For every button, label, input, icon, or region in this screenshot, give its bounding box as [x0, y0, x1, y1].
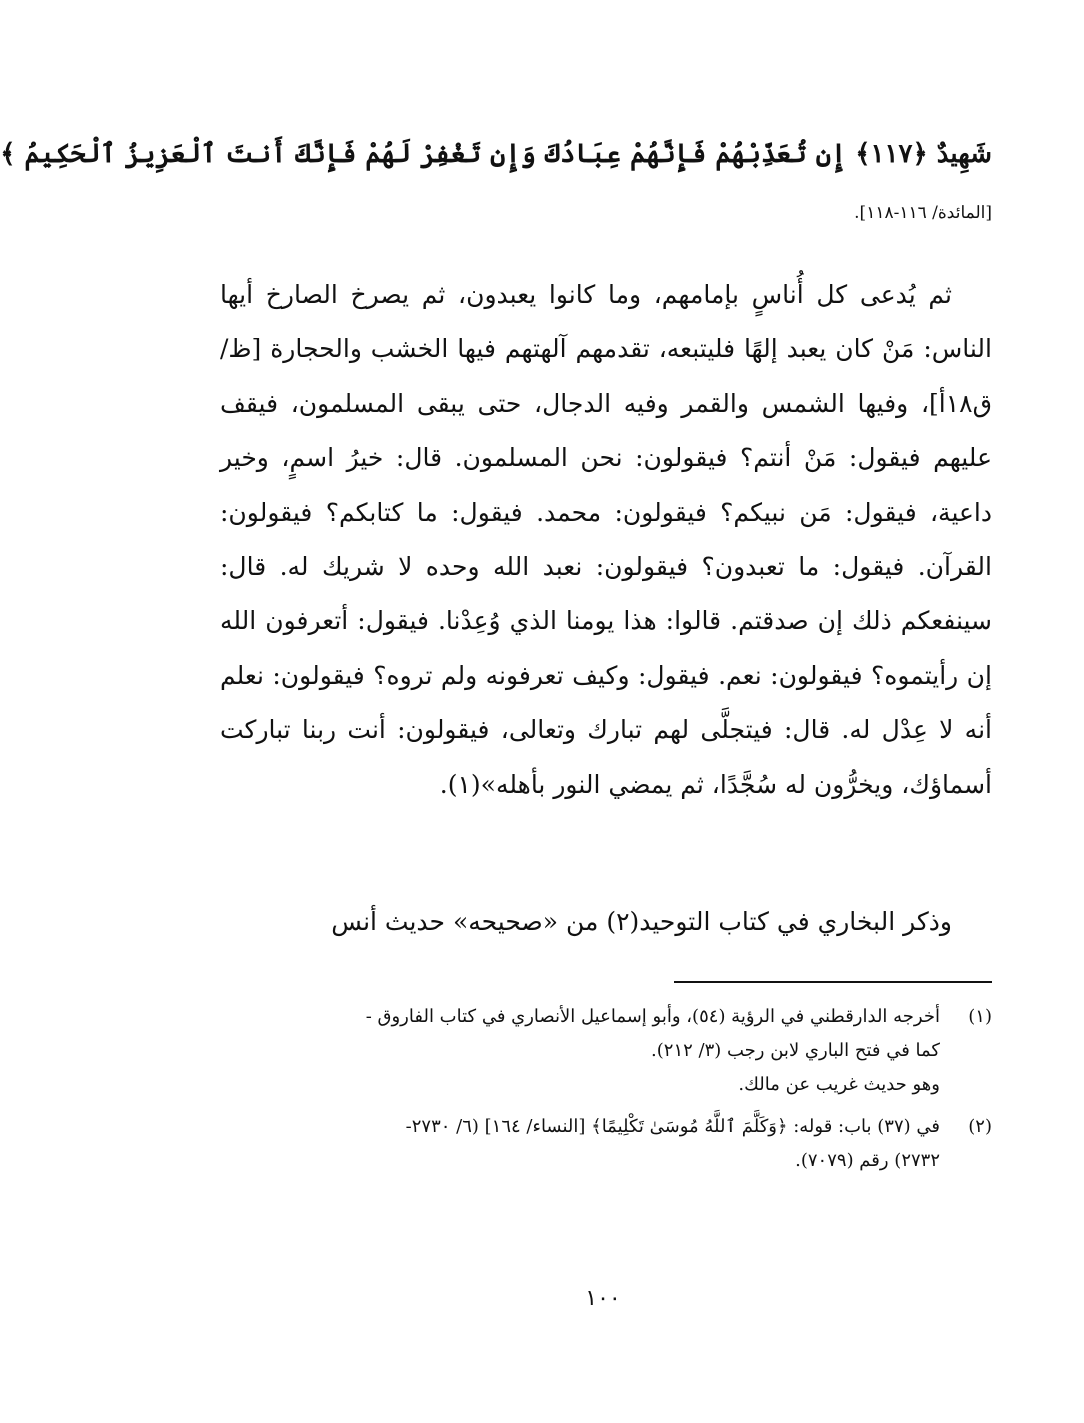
- footnote-2: [220, 1110, 992, 1178]
- footnote-line: كما في فتح الباري لابن رجب (٣/ ٢١٢).: [651, 1040, 940, 1061]
- verse-reference: [المائدة/ ١١٦-١١٨].: [854, 203, 992, 223]
- main-paragraph: ثم يُدعى كل أُناسٍ بإمامهم، وما كانوا يعبدون، ثم يصرخ الصارخ أيها الناس: مَنْ كان يعبد إلهًا فليتبعه، تقدمهم آلهتهم فيها الخشب والحجارة [ظ/ ق١٨أ]، وفيها الشمس والقمر وفيه الدجال، حتى يبقى المسلمون، فيقف عليهم فيقول: مَنْ أنتم؟ فيقولون: نحن المسلمون. قال: خيرُ اسمٍ، وخير داعية، فيقول: مَن نبيكم؟ فيقولون: محمد. فيقول: ما كتابكم؟ فيقولون: القرآن. فيقول: ما تعبدون؟ فيقولون: نعبد الله وحده لا شريك له. قال: سينفعكم ذلك إن صدقتم. قالوا: هذا يومنا الذي وُعِدْنا. فيقول: أتعرفون الله إن رأيتموه؟ فيقولون: نعم. فيقول: وكيف تعرفونه ولم تروه؟ فيقولون: نعلم أنه لا عِدْل له. قال: فيتجلَّى لهم تبارك وتعالى، فيقولون: أنت ربنا تباركت أسماؤك، ويخرُّون له سُجَّدًا، ثم يمضي النور بأهله»(١).: [220, 280, 992, 799]
- quran-verse: شَهِيدٌ ﴿١١٧﴾ إِن تُعَذِّبْهُمْ فَإِنَّهُمْ عِبَادُكَ وَإِن تَغْفِرْ لَهُمْ فَإِنَّكَ أَنتَ ٱلْعَزِيزُ ٱلْحَكِيمُ ﴾: [0, 139, 992, 169]
- footnote-line: أخرجه الدارقطني في الرؤية (٥٤)، وأبو إسماعيل الأنصاري في كتاب الفاروق -: [365, 1006, 940, 1027]
- footnote-separator: [674, 981, 992, 983]
- page-number: ١٠٠: [585, 1286, 621, 1311]
- footnote-text: [220, 1110, 940, 1178]
- footnote-number: (٢): [968, 1116, 992, 1137]
- footnotes: [220, 1000, 992, 1178]
- footnote-1: [220, 1000, 992, 1102]
- footnote-line: في (٣٧) باب: قوله: ﴿وَكَلَّمَ ٱللَّهُ مُوسَىٰ تَكْلِيمًا﴾ [النساء/ ١٦٤] (٦/ ٢٧٣٠-: [405, 1116, 940, 1137]
- footnote-line: ٢٧٣٢) رقم (٧٠٧٩).: [795, 1150, 940, 1171]
- footnote-text: [220, 1000, 940, 1102]
- second-paragraph: وذكر البخاري في كتاب التوحيد(٢) من «صحيحه» حديث أنس: [331, 907, 952, 936]
- footnote-line: وهو حديث غريب عن مالك.: [738, 1074, 940, 1095]
- footnote-number: (١): [968, 1006, 992, 1027]
